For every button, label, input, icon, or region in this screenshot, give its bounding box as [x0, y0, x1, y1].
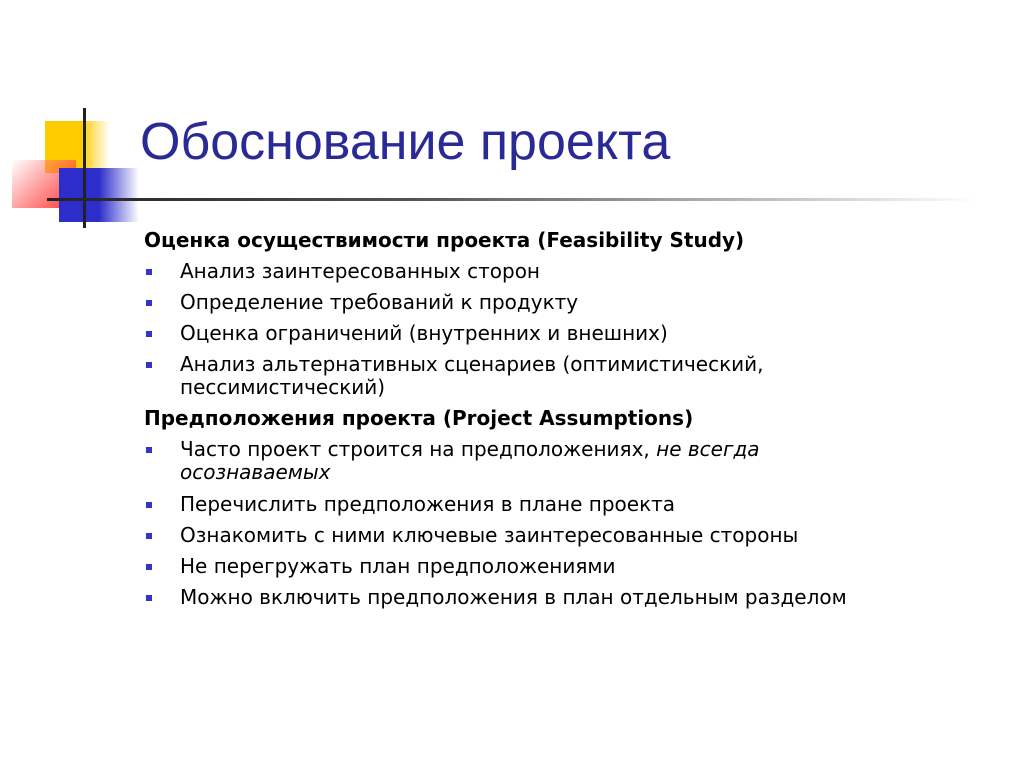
- list-item: [144, 322, 944, 345]
- square-bullet-icon: [146, 595, 152, 601]
- section-heading: Оценка осуществимости проекта (Feasibility Study): [144, 228, 745, 252]
- square-bullet-icon: [146, 269, 152, 275]
- slide-body: [144, 229, 944, 617]
- decor-vertical-line: [83, 108, 86, 228]
- square-bullet-icon: [146, 362, 152, 368]
- title-underline: [47, 198, 977, 201]
- list-item: [144, 438, 944, 484]
- item-text: Анализ альтернативных сценариев (оптимистический,: [180, 352, 764, 376]
- square-bullet-icon: [146, 533, 152, 539]
- item-text-italic-continued: осознаваемых: [180, 460, 331, 484]
- decor-blue-square: [59, 168, 139, 222]
- list-item: [144, 524, 944, 547]
- list-item: [144, 493, 944, 516]
- list-item: [144, 353, 944, 399]
- item-text: Ознакомить с ними ключевые заинтересованные стороны: [180, 523, 799, 547]
- list-item: [144, 291, 944, 314]
- item-text: Не перегружать план предположениями: [180, 554, 616, 578]
- item-text: Часто проект строится на предположениях,: [180, 437, 657, 461]
- item-text-continued: пессимистический): [180, 375, 386, 399]
- list-item: [144, 260, 944, 283]
- square-bullet-icon: [146, 300, 152, 306]
- section-heading: Предположения проекта (Project Assumptions): [144, 406, 694, 430]
- square-bullet-icon: [146, 331, 152, 337]
- list-item: [144, 555, 944, 578]
- square-bullet-icon: [146, 502, 152, 508]
- square-bullet-icon: [146, 447, 152, 453]
- item-text: Анализ заинтересованных сторон: [180, 259, 541, 283]
- item-text-italic: не всегда: [656, 437, 760, 461]
- item-text: Оценка ограничений (внутренних и внешних): [180, 321, 668, 345]
- item-text: Определение требований к продукту: [180, 290, 579, 314]
- slide-title: Обоснование проекта: [140, 113, 671, 171]
- square-bullet-icon: [146, 564, 152, 570]
- item-text: Перечислить предположения в плане проекта: [180, 492, 676, 516]
- item-text: Можно включить предположения в план отдельным разделом: [180, 585, 847, 609]
- list-item: [144, 586, 944, 609]
